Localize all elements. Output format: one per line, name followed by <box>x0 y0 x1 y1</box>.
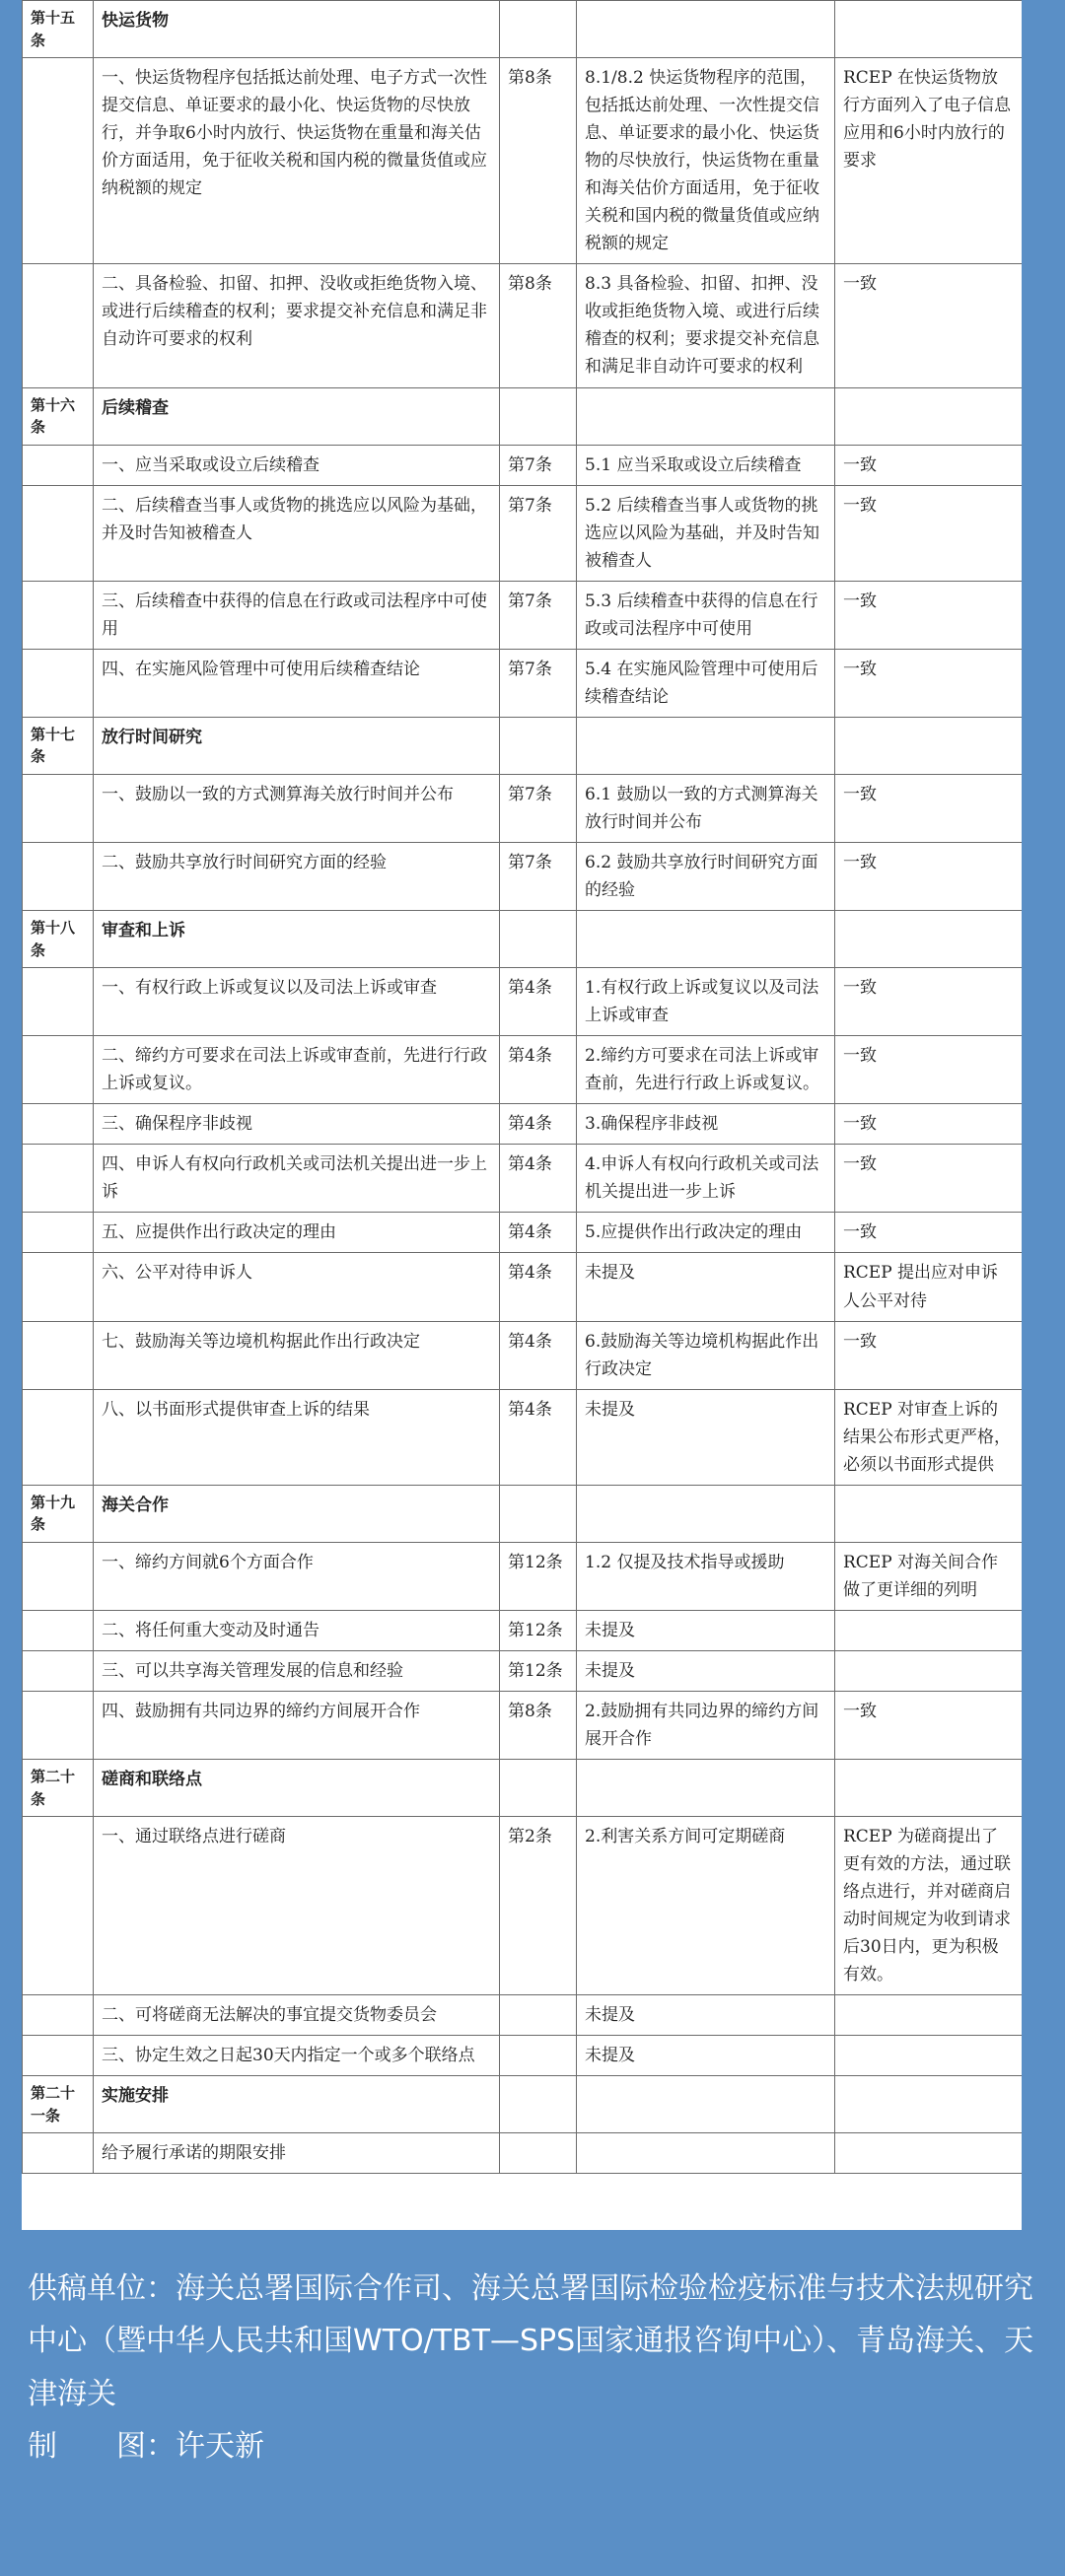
table-row <box>23 1650 1023 1691</box>
empty-cell <box>577 387 835 445</box>
note-cell <box>835 1650 1023 1691</box>
article-cell: 第12条 <box>500 1610 577 1650</box>
note-cell: 一致 <box>835 485 1023 581</box>
table-row <box>23 1145 1023 1213</box>
article-cell: 第7条 <box>500 842 577 910</box>
empty-cell <box>23 1995 94 2036</box>
section-header-row <box>23 1760 1023 1817</box>
content-cell: 一、通过联络点进行磋商 <box>94 1817 500 1995</box>
article-cell: 第12条 <box>500 1650 577 1691</box>
content-cell: 四、申诉人有权向行政机关或司法机关提出进一步上诉 <box>94 1145 500 1213</box>
rcep-cell: 未提及 <box>577 2036 835 2076</box>
note-cell: 一致 <box>835 1691 1023 1759</box>
article-cell: 第4条 <box>500 1036 577 1104</box>
article-cell: 第2条 <box>500 1817 577 1995</box>
content-cell: 二、鼓励共享放行时间研究方面的经验 <box>94 842 500 910</box>
table-row <box>23 1542 1023 1610</box>
rcep-cell: 6.1 鼓励以一致的方式测算海关放行时间并公布 <box>577 774 835 842</box>
empty-cell <box>500 1485 577 1542</box>
comparison-table-container[interactable] <box>22 0 1022 2230</box>
note-cell <box>835 2036 1023 2076</box>
section-title: 放行时间研究 <box>94 717 500 774</box>
note-cell: 一致 <box>835 581 1023 649</box>
rcep-cell: 1.有权行政上诉或复议以及司法上诉或审查 <box>577 968 835 1036</box>
empty-cell <box>577 911 835 968</box>
empty-cell <box>23 1145 94 1213</box>
note-cell <box>835 2133 1023 2174</box>
note-cell <box>835 1995 1023 2036</box>
article-cell: 第4条 <box>500 1389 577 1485</box>
rcep-cell: 4.申诉人有权向行政机关或司法机关提出进一步上诉 <box>577 1145 835 1213</box>
article-cell: 第8条 <box>500 58 577 264</box>
content-cell: 六、公平对待申诉人 <box>94 1253 500 1321</box>
article-cell: 第4条 <box>500 968 577 1036</box>
rcep-cell: 未提及 <box>577 1253 835 1321</box>
table-row <box>23 485 1023 581</box>
rcep-cell: 2.利害关系方间可定期磋商 <box>577 1817 835 1995</box>
empty-cell <box>23 1213 94 1253</box>
empty-cell <box>23 1036 94 1104</box>
rcep-cell: 5.应提供作出行政决定的理由 <box>577 1213 835 1253</box>
content-cell: 三、后续稽查中获得的信息在行政或司法程序中可使用 <box>94 581 500 649</box>
rcep-cell: 5.3 后续稽查中获得的信息在行政或司法程序中可使用 <box>577 581 835 649</box>
note-cell: 一致 <box>835 774 1023 842</box>
empty-cell <box>23 774 94 842</box>
rcep-cell: 2.鼓励拥有共同边界的缔约方间展开合作 <box>577 1691 835 1759</box>
rcep-cell: 5.2 后续稽查当事人或货物的挑选应以风险为基础，并及时告知被稽查人 <box>577 485 835 581</box>
note-cell: RCEP 对审查上诉的结果公布形式更严格，必须以书面形式提供 <box>835 1389 1023 1485</box>
rcep-cell: 1.2 仅提及技术指导或援助 <box>577 1542 835 1610</box>
article-cell: 第4条 <box>500 1213 577 1253</box>
empty-cell <box>835 911 1023 968</box>
empty-cell <box>23 485 94 581</box>
rcep-cell: 8.1/8.2 快运货物程序的范围，包括抵达前处理、一次性提交信息、单证要求的最小化、快运货物的尽快放行，快运货物在重量和海关估价方面适用，免于征收关税和国内税的微量货值或应纳税额的规定 <box>577 58 835 264</box>
empty-cell <box>500 1 577 58</box>
section-header-row <box>23 387 1023 445</box>
content-cell: 二、具备检验、扣留、扣押、没收或拒绝货物入境、或进行后续稽查的权利；要求提交补充信息和满足非自动许可要求的权利 <box>94 264 500 387</box>
empty-cell <box>577 717 835 774</box>
rcep-cell: 5.4 在实施风险管理中可使用后续稽查结论 <box>577 649 835 717</box>
credits <box>28 2263 1043 2473</box>
table-row <box>23 445 1023 485</box>
content-cell: 四、在实施风险管理中可使用后续稽查结论 <box>94 649 500 717</box>
article-cell: 第7条 <box>500 774 577 842</box>
empty-cell <box>23 1650 94 1691</box>
table-row <box>23 581 1023 649</box>
content-cell: 七、鼓励海关等边境机构据此作出行政决定 <box>94 1321 500 1389</box>
rcep-cell: 6.2 鼓励共享放行时间研究方面的经验 <box>577 842 835 910</box>
empty-cell <box>23 1389 94 1485</box>
section-number: 第十七条 <box>23 717 94 774</box>
article-cell: 第7条 <box>500 649 577 717</box>
article-cell <box>500 1995 577 2036</box>
table-row <box>23 842 1023 910</box>
note-cell: 一致 <box>835 968 1023 1036</box>
content-cell: 四、鼓励拥有共同边界的缔约方间展开合作 <box>94 1691 500 1759</box>
section-title: 实施安排 <box>94 2076 500 2133</box>
content-cell: 五、应提供作出行政决定的理由 <box>94 1213 500 1253</box>
article-cell: 第4条 <box>500 1253 577 1321</box>
content-cell: 二、后续稽查当事人或货物的挑选应以风险为基础，并及时告知被稽查人 <box>94 485 500 581</box>
note-cell: 一致 <box>835 649 1023 717</box>
credits-maker: 制 图：许天新 <box>28 2429 264 2465</box>
empty-cell <box>835 1760 1023 1817</box>
article-cell: 第7条 <box>500 581 577 649</box>
empty-cell <box>500 1760 577 1817</box>
article-cell: 第8条 <box>500 1691 577 1759</box>
table-row <box>23 1104 1023 1145</box>
article-cell: 第12条 <box>500 1542 577 1610</box>
content-cell: 二、缔约方可要求在司法上诉或审查前，先进行行政上诉或复议。 <box>94 1036 500 1104</box>
section-header-row <box>23 717 1023 774</box>
section-title: 快运货物 <box>94 1 500 58</box>
content-cell: 一、鼓励以一致的方式测算海关放行时间并公布 <box>94 774 500 842</box>
rcep-cell: 未提及 <box>577 1650 835 1691</box>
empty-cell <box>500 717 577 774</box>
empty-cell <box>835 387 1023 445</box>
section-number: 第十六条 <box>23 387 94 445</box>
table-row <box>23 1253 1023 1321</box>
table-row <box>23 774 1023 842</box>
empty-cell <box>23 264 94 387</box>
empty-cell <box>500 2076 577 2133</box>
table-row <box>23 1321 1023 1389</box>
content-cell: 一、缔约方间就6个方面合作 <box>94 1542 500 1610</box>
note-cell: RCEP 在快运货物放行方面列入了电子信息应用和6小时内放行的要求 <box>835 58 1023 264</box>
content-cell: 二、将任何重大变动及时通告 <box>94 1610 500 1650</box>
rcep-cell: 3.确保程序非歧视 <box>577 1104 835 1145</box>
article-cell <box>500 2133 577 2174</box>
table-row <box>23 968 1023 1036</box>
section-number: 第十八条 <box>23 911 94 968</box>
content-cell: 二、可将磋商无法解决的事宜提交货物委员会 <box>94 1995 500 2036</box>
rcep-cell: 未提及 <box>577 1610 835 1650</box>
empty-cell <box>577 1 835 58</box>
empty-cell <box>23 581 94 649</box>
section-header-row <box>23 2076 1023 2133</box>
note-cell: 一致 <box>835 264 1023 387</box>
empty-cell <box>835 2076 1023 2133</box>
comparison-table-body <box>23 1 1023 2174</box>
rcep-cell: 6.鼓励海关等边境机构据此作出行政决定 <box>577 1321 835 1389</box>
note-cell: RCEP 提出应对申诉人公平对待 <box>835 1253 1023 1321</box>
article-cell <box>500 2036 577 2076</box>
empty-cell <box>23 1610 94 1650</box>
content-cell: 三、协定生效之日起30天内指定一个或多个联络点 <box>94 2036 500 2076</box>
rcep-cell: 2.缔约方可要求在司法上诉或审查前，先进行行政上诉或复议。 <box>577 1036 835 1104</box>
table-row <box>23 1610 1023 1650</box>
note-cell: RCEP 为磋商提出了更有效的方法，通过联络点进行，并对磋商启动时间规定为收到请求后30日内，更为积极有效。 <box>835 1817 1023 1995</box>
credits-supplier: 供稿单位：海关总署国际合作司、海关总署国际检验检疫标准与技术法规研究中心（暨中华人民共和国WTO/TBT—SPS国家通报咨询中心）、青岛海关、天津海关 <box>28 2271 1034 2411</box>
empty-cell <box>23 649 94 717</box>
empty-cell <box>23 1691 94 1759</box>
article-cell: 第4条 <box>500 1321 577 1389</box>
section-number: 第二十条 <box>23 1760 94 1817</box>
note-cell: 一致 <box>835 1145 1023 1213</box>
article-cell: 第7条 <box>500 485 577 581</box>
empty-cell <box>23 968 94 1036</box>
table-row <box>23 1036 1023 1104</box>
empty-cell <box>577 1485 835 1542</box>
section-number: 第十九条 <box>23 1485 94 1542</box>
section-title: 审查和上诉 <box>94 911 500 968</box>
empty-cell <box>23 1321 94 1389</box>
rcep-cell: 未提及 <box>577 1995 835 2036</box>
empty-cell <box>577 1760 835 1817</box>
note-cell: 一致 <box>835 842 1023 910</box>
note-cell: 一致 <box>835 445 1023 485</box>
rcep-cell: 未提及 <box>577 1389 835 1485</box>
empty-cell <box>577 2076 835 2133</box>
empty-cell <box>23 1542 94 1610</box>
table-row <box>23 1817 1023 1995</box>
empty-cell <box>835 1485 1023 1542</box>
empty-cell <box>23 2133 94 2174</box>
table-row <box>23 1995 1023 2036</box>
note-cell <box>835 1610 1023 1650</box>
empty-cell <box>23 2036 94 2076</box>
rcep-cell: 5.1 应当采取或设立后续稽查 <box>577 445 835 485</box>
table-row <box>23 1389 1023 1485</box>
empty-cell <box>500 387 577 445</box>
table-row <box>23 2133 1023 2174</box>
content-cell: 八、以书面形式提供审查上诉的结果 <box>94 1389 500 1485</box>
section-title: 海关合作 <box>94 1485 500 1542</box>
content-cell: 给予履行承诺的期限安排 <box>94 2133 500 2174</box>
section-header-row <box>23 1 1023 58</box>
content-cell: 三、可以共享海关管理发展的信息和经验 <box>94 1650 500 1691</box>
table-row <box>23 649 1023 717</box>
content-cell: 三、确保程序非歧视 <box>94 1104 500 1145</box>
empty-cell <box>23 58 94 264</box>
content-cell: 一、快运货物程序包括抵达前处理、电子方式一次性提交信息、单证要求的最小化、快运货物的尽快放行，并争取6小时内放行、快运货物在重量和海关估价方面适用，免于征收关税和国内税的微量货值或应纳税额的规定 <box>94 58 500 264</box>
note-cell: 一致 <box>835 1321 1023 1389</box>
section-title: 后续稽查 <box>94 387 500 445</box>
section-header-row <box>23 1485 1023 1542</box>
section-title: 磋商和联络点 <box>94 1760 500 1817</box>
note-cell: 一致 <box>835 1036 1023 1104</box>
section-header-row <box>23 911 1023 968</box>
article-cell: 第8条 <box>500 264 577 387</box>
rcep-cell <box>577 2133 835 2174</box>
table-row <box>23 1213 1023 1253</box>
article-cell: 第4条 <box>500 1104 577 1145</box>
content-cell: 一、有权行政上诉或复议以及司法上诉或审查 <box>94 968 500 1036</box>
empty-cell <box>835 717 1023 774</box>
empty-cell <box>23 445 94 485</box>
empty-cell <box>23 1253 94 1321</box>
comparison-table <box>22 0 1022 2174</box>
note-cell: 一致 <box>835 1104 1023 1145</box>
empty-cell <box>23 1817 94 1995</box>
rcep-cell: 8.3 具备检验、扣留、扣押、没收或拒绝货物入境、或进行后续稽查的权利；要求提交补充信息和满足非自动许可要求的权利 <box>577 264 835 387</box>
empty-cell <box>835 1 1023 58</box>
table-row <box>23 1691 1023 1759</box>
article-cell: 第7条 <box>500 445 577 485</box>
section-number: 第二十一条 <box>23 2076 94 2133</box>
section-number: 第十五条 <box>23 1 94 58</box>
empty-cell <box>500 911 577 968</box>
empty-cell <box>23 842 94 910</box>
table-row <box>23 58 1023 264</box>
note-cell: 一致 <box>835 1213 1023 1253</box>
note-cell: RCEP 对海关间合作做了更详细的列明 <box>835 1542 1023 1610</box>
content-cell: 一、应当采取或设立后续稽查 <box>94 445 500 485</box>
empty-cell <box>23 1104 94 1145</box>
table-row <box>23 264 1023 387</box>
article-cell: 第4条 <box>500 1145 577 1213</box>
table-row <box>23 2036 1023 2076</box>
